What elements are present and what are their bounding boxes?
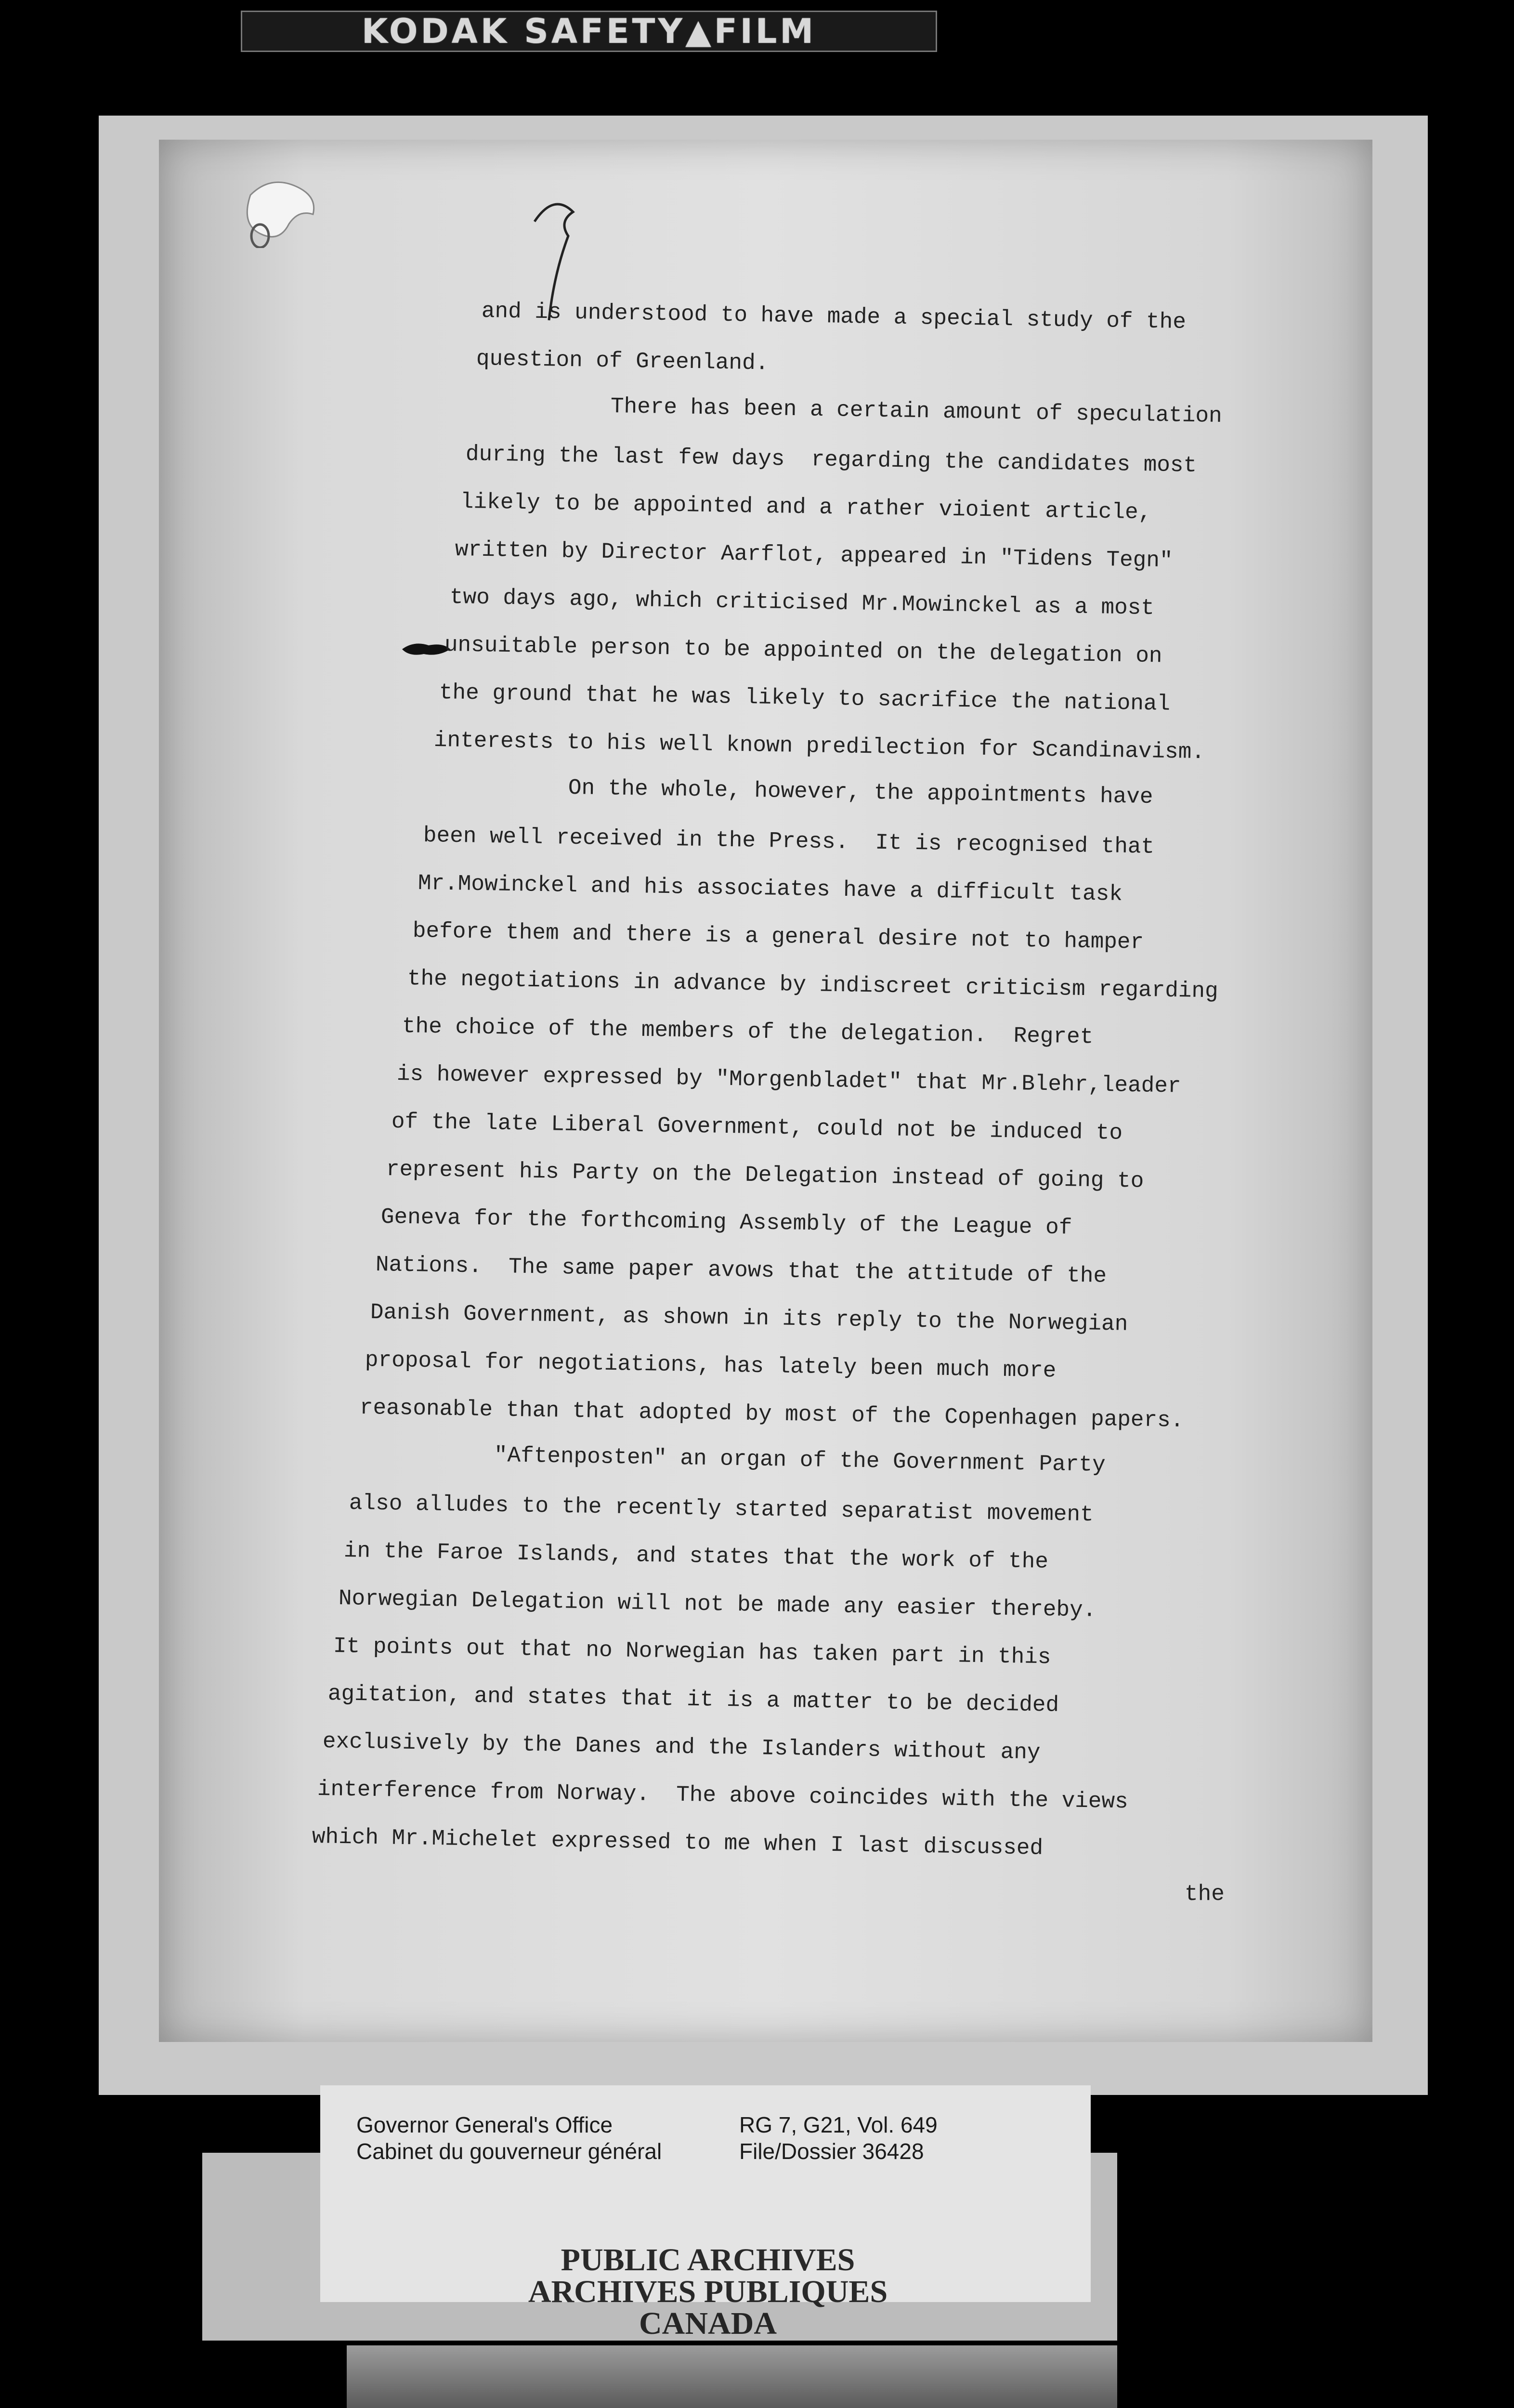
letter-line: reasonable than that adopted by most of the Copenhagen papers.	[359, 1395, 1184, 1433]
letter-line: before them and there is a general desire not to hamper	[412, 918, 1144, 955]
letter-line: Norwegian Delegation will not be made any easier thereby.	[338, 1586, 1096, 1623]
letter-line: during the last few days regarding the candidates most	[465, 442, 1197, 478]
letter-line: Danish Government, as shown in its reply to the Norwegian	[370, 1300, 1128, 1337]
archives-stamp	[491, 2244, 925, 2340]
office-name-fr: Cabinet du gouverneur général	[356, 2139, 662, 2164]
letter-line: interests to his well known predilection for Scandinavism.	[433, 728, 1205, 765]
stamp-line-2: ARCHIVES PUBLIQUES	[528, 2274, 888, 2309]
stamp-line-3: CANADA	[639, 2306, 777, 2341]
letter-line: written by Director Aarflot, appeared in "Tidens Tegn"	[455, 537, 1173, 574]
letter-line: Geneva for the forthcoming Assembly of the League of	[380, 1204, 1072, 1241]
film-edge-footer	[347, 2345, 1117, 2408]
letter-line: There has been a certain amount of speculation	[610, 394, 1223, 429]
letter-line: the choice of the members of the delegation. Regret	[402, 1014, 1094, 1050]
letter-line: interference from Norway. The above coincides with the views	[317, 1777, 1129, 1815]
film-edge-banner	[241, 11, 937, 52]
letter-line: also alludes to the recently started separatist movement	[349, 1491, 1094, 1528]
letter-line: "Aftenposten" an organ of the Government Party	[494, 1443, 1106, 1478]
letter-line: question of Greenland.	[476, 346, 769, 376]
letter-line: represent his Party on the Delegation instead of going to	[386, 1157, 1144, 1194]
letter-line: likely to be appointed and a rather vioient article,	[460, 489, 1152, 525]
letter-line: unsuitable person to be appointed on the delegation on	[444, 632, 1162, 669]
letter-body	[159, 140, 1372, 2042]
film-edge-text: KODAK SAFETY▲FILM	[361, 12, 817, 51]
letter-line: It points out that no Norwegian has taken part in this	[333, 1634, 1051, 1670]
letter-line: and is understood to have made a special study of the	[481, 299, 1187, 335]
letter-line: exclusively by the Danes and the Islanders without any	[322, 1729, 1041, 1766]
letter-line: the ground that he was likely to sacrifice the national	[439, 680, 1171, 717]
letter-line: Mr.Mowinckel and his associates have a difficult task	[418, 871, 1123, 907]
letter-line: Nations. The same paper avows that the attitude of the	[375, 1252, 1107, 1289]
catchword: the	[1185, 1882, 1225, 1907]
letter-line: in the Faroe Islands, and states that the work of the	[343, 1538, 1049, 1574]
stamp-line-1: PUBLIC ARCHIVES	[561, 2242, 855, 2277]
file-number: File/Dossier 36428	[739, 2139, 924, 2164]
office-name-en: Governor General's Office	[356, 2112, 613, 2137]
letter-line: of the late Liberal Government, could not be induced to	[391, 1109, 1123, 1146]
record-group-reference: RG 7, G21, Vol. 649	[739, 2112, 938, 2137]
letter-line: agitation, and states that it is a matter to be decided	[327, 1681, 1059, 1718]
letter-line: proposal for negotiations, has lately been much more	[365, 1348, 1057, 1384]
letter-line: is however expressed by "Morgenbladet" that Mr.Blehr,leader	[396, 1061, 1181, 1099]
letter-line: been well received in the Press. It is recognised that	[423, 823, 1155, 860]
letter-line: On the whole, however, the appointments have	[568, 775, 1153, 810]
letter-page	[159, 140, 1372, 2042]
letter-line: which Mr.Michelet expressed to me when I last discussed	[312, 1824, 1044, 1861]
letter-line: two days ago, which criticised Mr.Mowinckel as a most	[449, 585, 1155, 621]
letter-line: the negotiations in advance by indiscreet criticism regarding	[407, 966, 1219, 1004]
